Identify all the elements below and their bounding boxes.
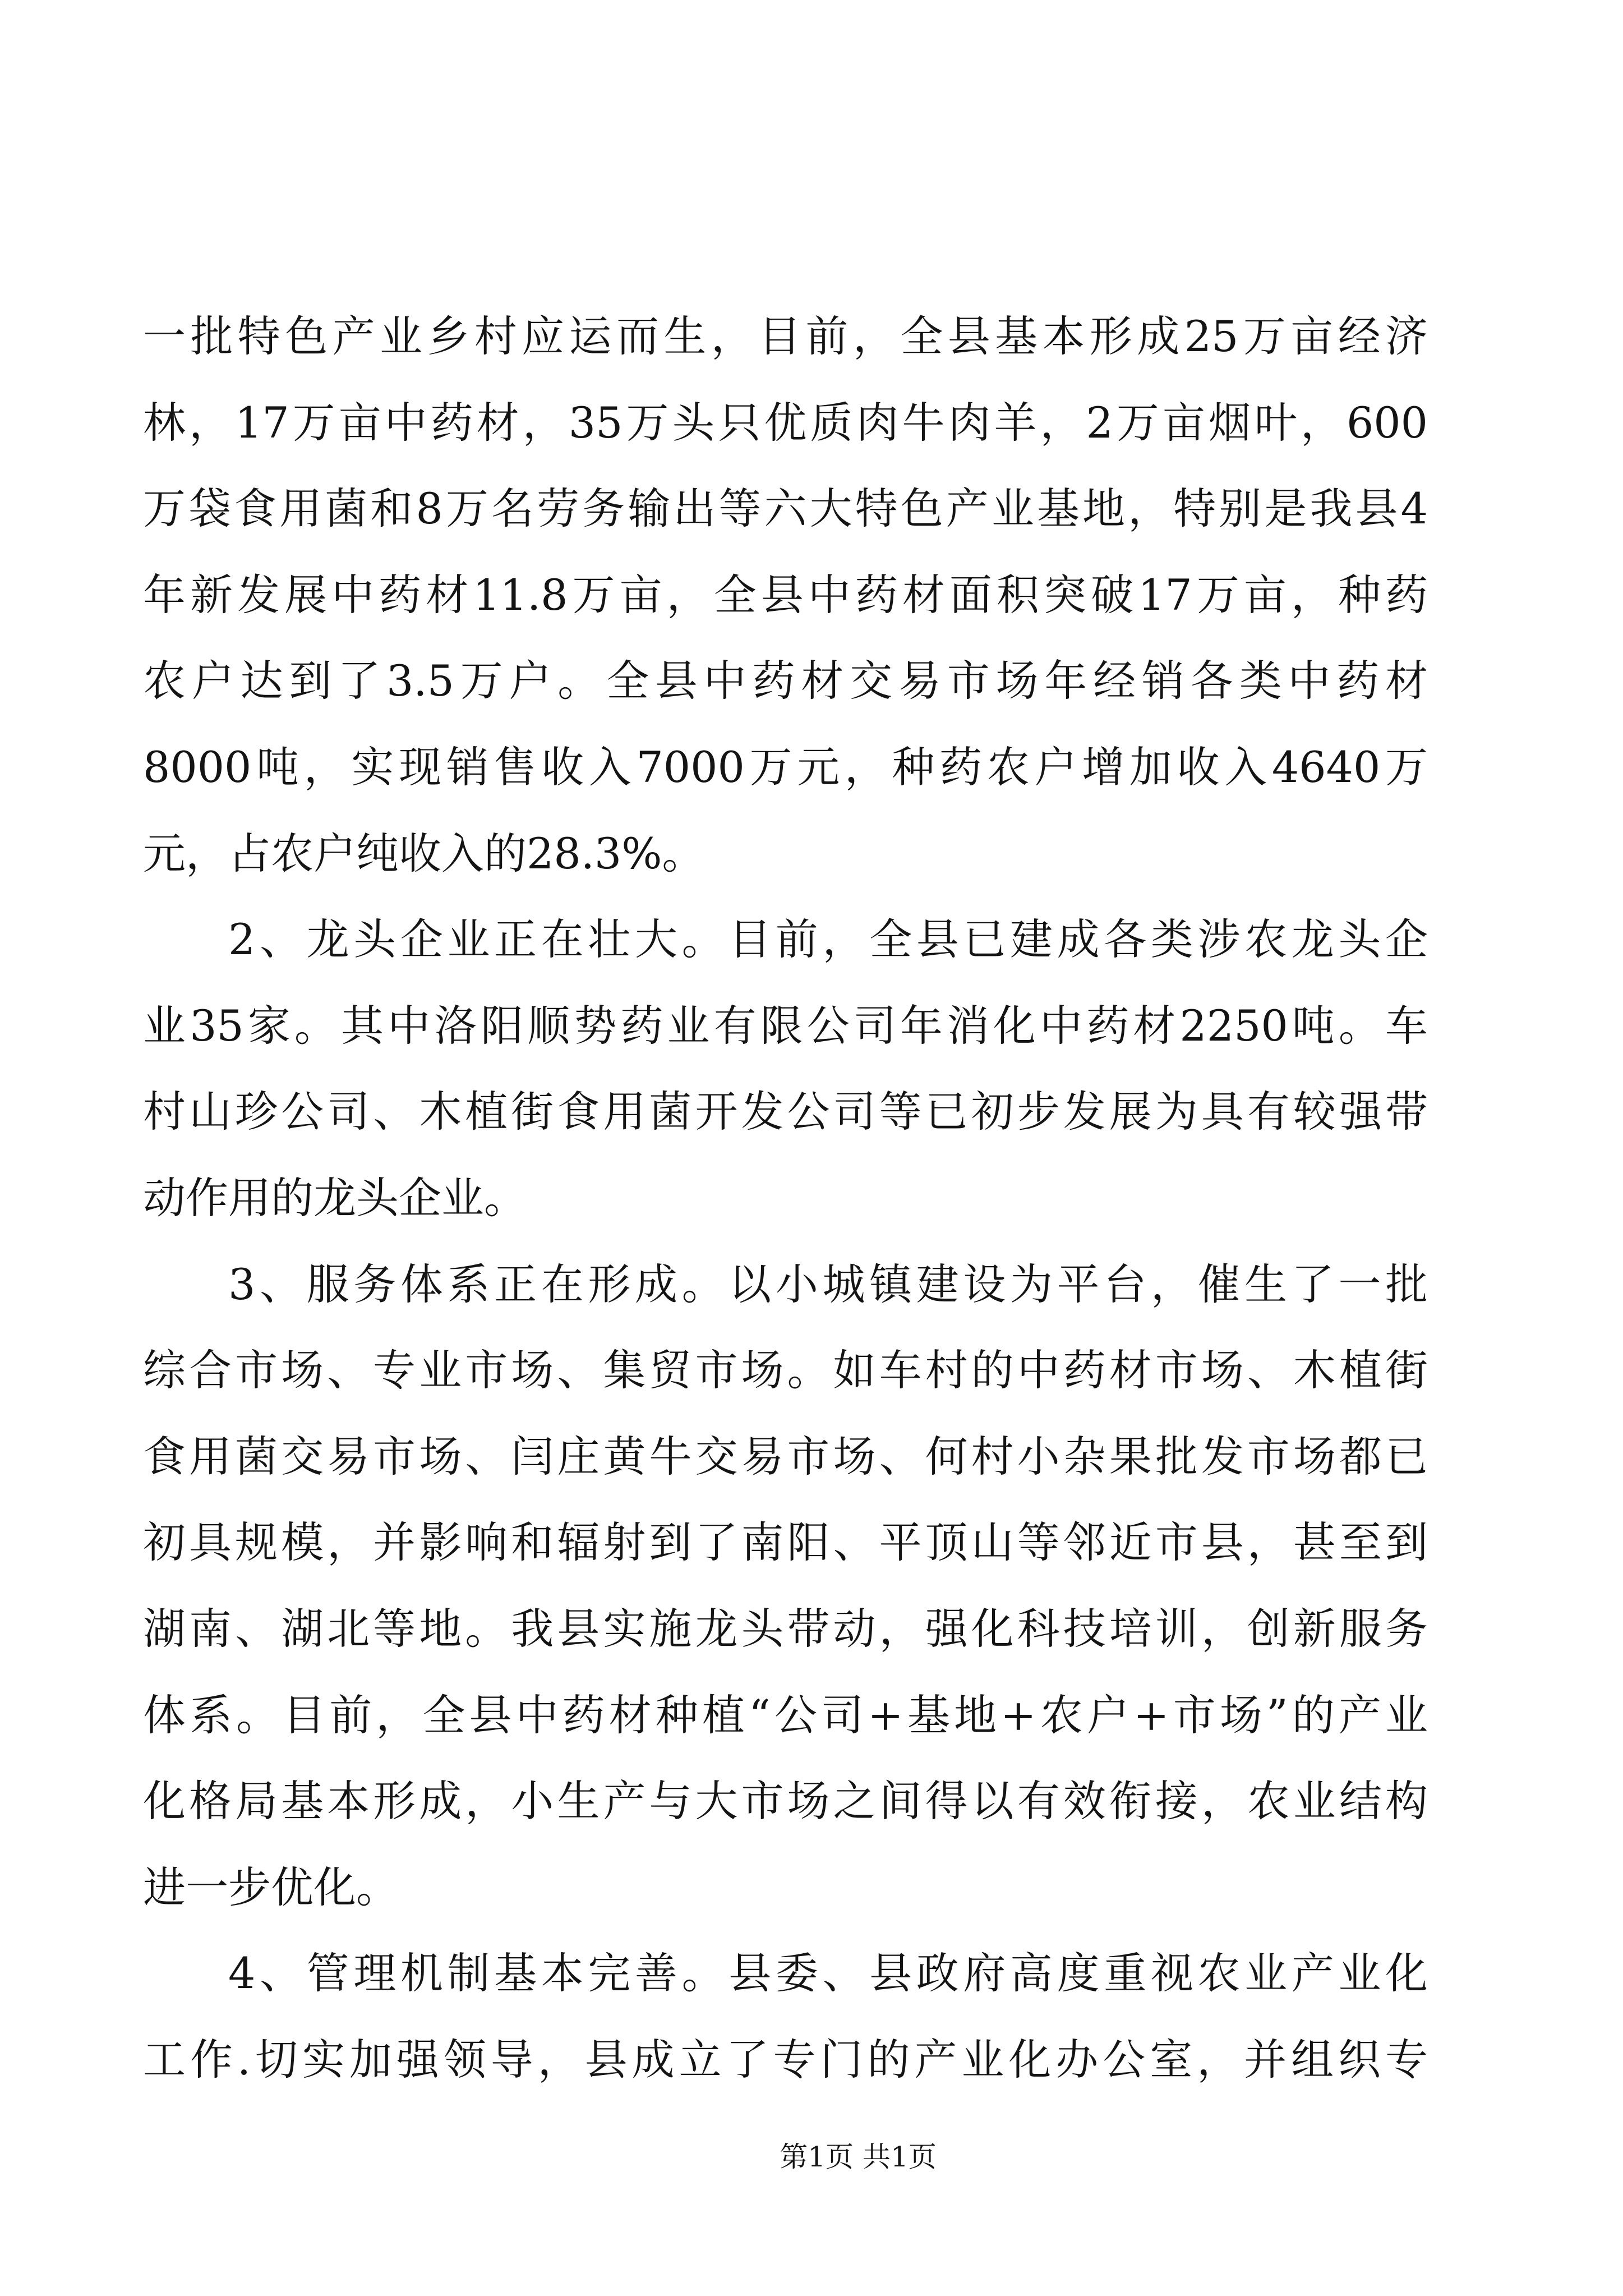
text-line: 年新发展中药材11.8万亩，全县中药材面积突破17万亩，种药 bbox=[143, 569, 1428, 620]
text-line: 初具规模，并影响和辐射到了南阳、平顶山等邻近市县，甚至到 bbox=[143, 1517, 1428, 1568]
text-line: 湖南、湖北等地。我县实施龙头带动，强化科技培训，创新服务 bbox=[143, 1603, 1428, 1654]
paragraph-1 bbox=[143, 293, 1428, 896]
text-line: 体系。目前，全县中药材种植“公司+基地+农户+市场”的产业 bbox=[143, 1690, 1428, 1740]
text-line: 4、管理机制基本完善。县委、县政府高度重视农业产业化 bbox=[228, 1948, 1428, 1999]
text-line: 村山珍公司、木植街食用菌开发公司等已初步发展为具有较强带 bbox=[143, 1087, 1428, 1137]
text-line: 万袋食用菌和8万名劳务输出等六大特色产业基地，特别是我县4 bbox=[143, 484, 1428, 534]
text-line: 林，17万亩中药材，35万头只优质肉牛肉羊，2万亩烟叶，600 bbox=[143, 397, 1428, 448]
text-line: 一批特色产业乡村应运而生，目前，全县基本形成25万亩经济 bbox=[143, 311, 1428, 361]
text-line: 工作.切实加强领导，县成立了专门的产业化办公室，并组织专 bbox=[143, 2034, 1428, 2085]
paragraph-3 bbox=[143, 1241, 1428, 1931]
text-line: 进一步优化。 bbox=[143, 1862, 399, 1912]
paragraph-2 bbox=[143, 896, 1428, 1241]
text-line: 8000吨，实现销售收入7000万元，种药农户增加收入4640万 bbox=[143, 742, 1428, 792]
text-line: 2、龙头企业正在壮大。目前，全县已建成各类涉农龙头企 bbox=[228, 914, 1428, 965]
text-line: 业35家。其中洛阳顺势药业有限公司年消化中药材2250吨。车 bbox=[143, 1000, 1428, 1051]
page-number-footer: 第1页 共1页 bbox=[780, 2141, 937, 2173]
text-line: 化格局基本形成，小生产与大市场之间得以有效衔接，农业结构 bbox=[143, 1776, 1428, 1826]
text-line: 食用菌交易市场、闫庄黄牛交易市场、何村小杂果批发市场都已 bbox=[143, 1431, 1428, 1481]
paragraph-4 bbox=[143, 1930, 1428, 2102]
text-line: 3、服务体系正在形成。以小城镇建设为平台，催生了一批 bbox=[228, 1259, 1428, 1309]
text-line: 农户达到了3.5万户。全县中药材交易市场年经销各类中药材 bbox=[143, 656, 1428, 706]
text-line: 综合市场、专业市场、集贸市场。如车村的中药材市场、木植街 bbox=[143, 1345, 1428, 1396]
text-line: 动作用的龙头企业。 bbox=[143, 1172, 527, 1223]
document-body bbox=[143, 293, 1428, 2102]
text-line: 元，占农户纯收入的28.3%。 bbox=[143, 828, 705, 878]
